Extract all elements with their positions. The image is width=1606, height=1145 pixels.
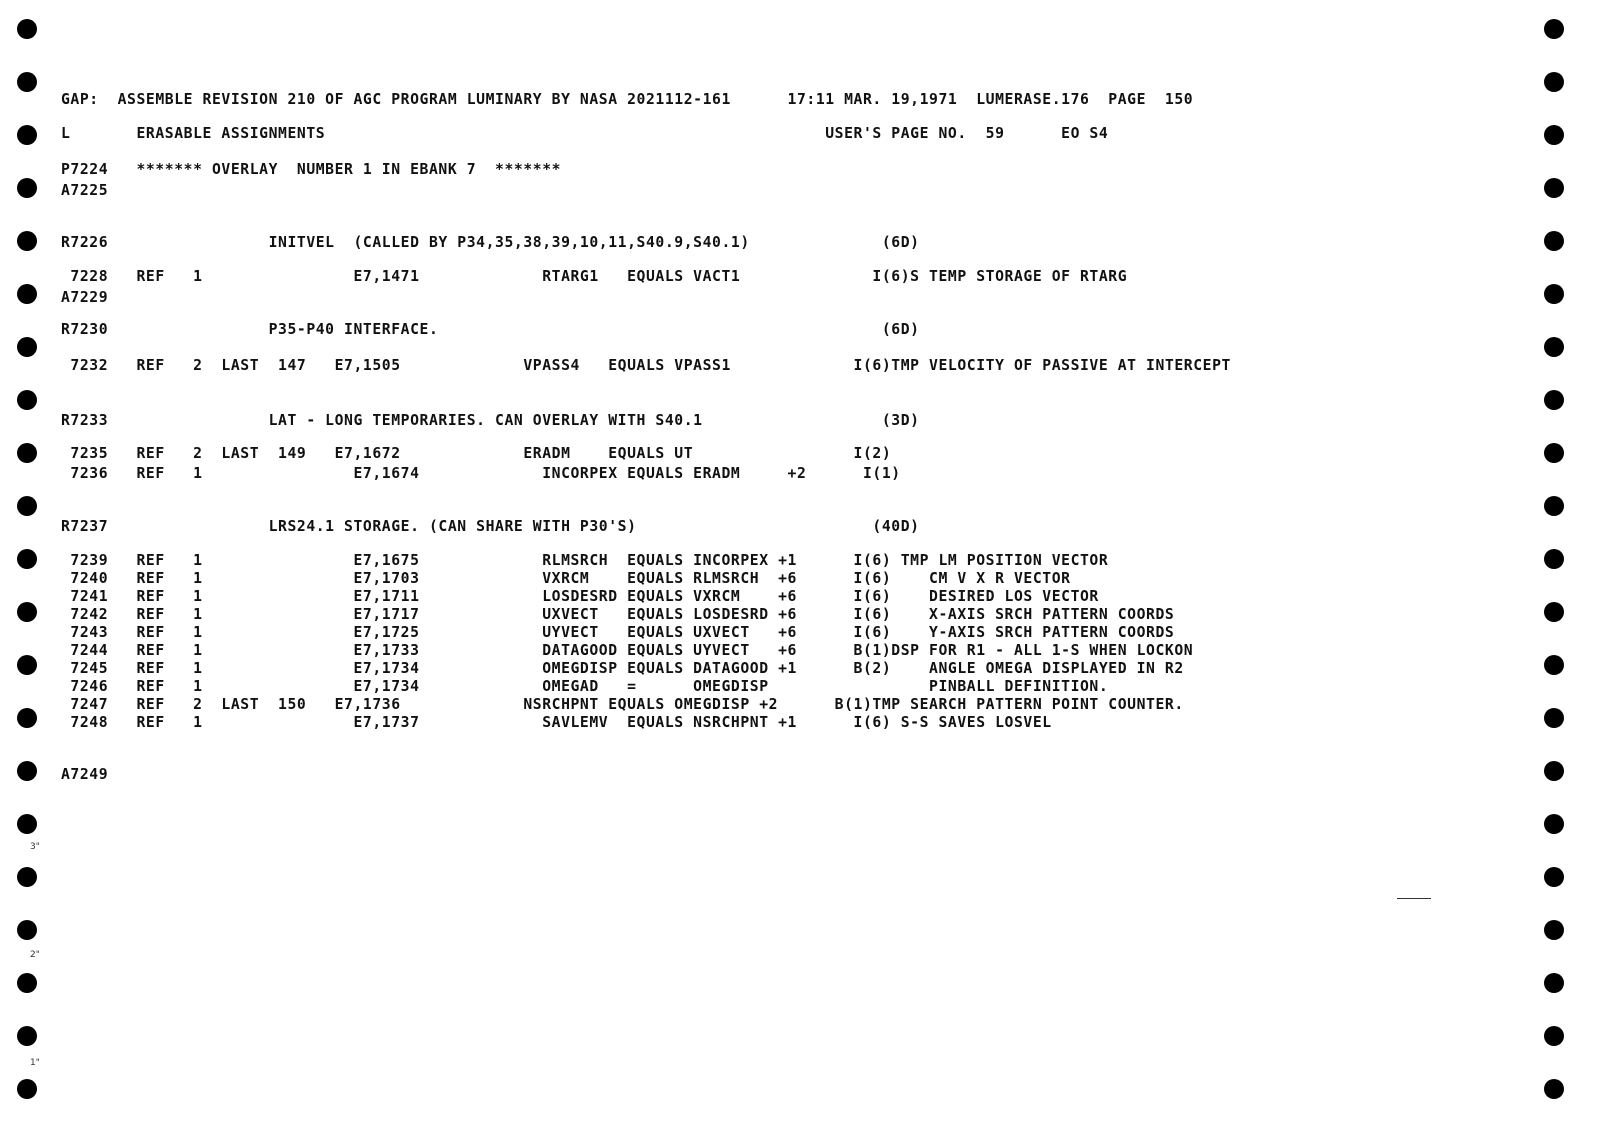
listing-line: 7236 REF 1 E7,1674 INCORPEX EQUALS ERADM +2 I(1) xyxy=(61,464,901,482)
feed-hole xyxy=(17,973,37,993)
listing-line: 7235 REF 2 LAST 149 E7,1672 ERADM EQUALS UT I(2) xyxy=(61,444,892,462)
listing-line: 7240 REF 1 E7,1703 VXRCM EQUALS RLMSRCH +6 I(6) CM V X R VECTOR xyxy=(61,569,1071,587)
listing-line: 7228 REF 1 E7,1471 RTARG1 EQUALS VACT1 I(6)S TEMP STORAGE OF RTARG xyxy=(61,267,1128,285)
feed-hole xyxy=(1544,231,1564,251)
feed-hole xyxy=(1544,973,1564,993)
stray-mark xyxy=(1397,898,1431,899)
feed-hole xyxy=(17,337,37,357)
listing-line: A7225 xyxy=(61,181,109,199)
ruler-mark-1: 1" xyxy=(30,1058,40,1068)
feed-hole xyxy=(17,125,37,145)
feed-hole xyxy=(17,178,37,198)
listing-line: 7247 REF 2 LAST 150 E7,1736 NSRCHPNT EQUALS OMEGDISP +2 B(1)TMP SEARCH PATTERN POINT COUNTER. xyxy=(61,695,1184,713)
listing-line: 7243 REF 1 E7,1725 UYVECT EQUALS UXVECT +6 I(6) Y-AXIS SRCH PATTERN COORDS xyxy=(61,623,1175,641)
ruler-mark-3: 3" xyxy=(30,842,40,852)
listing-line: P7224 ******* OVERLAY NUMBER 1 IN EBANK 7 ******* xyxy=(61,160,562,178)
feed-hole xyxy=(1544,125,1564,145)
listing-line: A7229 xyxy=(61,288,109,306)
feed-hole xyxy=(17,1026,37,1046)
listing-line: A7249 xyxy=(61,765,109,783)
feed-hole xyxy=(1544,72,1564,92)
ruler-mark-2: 2" xyxy=(30,950,40,960)
feed-hole xyxy=(17,1079,37,1099)
feed-hole xyxy=(1544,920,1564,940)
feed-hole xyxy=(1544,1079,1564,1099)
feed-hole xyxy=(17,761,37,781)
listing-line: R7237 LRS24.1 STORAGE. (CAN SHARE WITH P30'S) (40D) xyxy=(61,517,920,535)
listing-line: 7241 REF 1 E7,1711 LOSDESRD EQUALS VXRCM +6 I(6) DESIRED LOS VECTOR xyxy=(61,587,1099,605)
listing-line: 7248 REF 1 E7,1737 SAVLEMV EQUALS NSRCHPNT +1 I(6) S-S SAVES LOSVEL xyxy=(61,713,1052,731)
feed-hole xyxy=(17,390,37,410)
feed-hole xyxy=(1544,761,1564,781)
listing-line: 7242 REF 1 E7,1717 UXVECT EQUALS LOSDESRD +6 I(6) X-AXIS SRCH PATTERN COORDS xyxy=(61,605,1175,623)
listing-header: GAP: ASSEMBLE REVISION 210 OF AGC PROGRAM LUMINARY BY NASA 2021112-161 17:11 MAR. 19,1971 LUMERASE.176 PAGE 150 xyxy=(61,90,1194,108)
feed-hole xyxy=(1544,496,1564,516)
feed-hole xyxy=(1544,178,1564,198)
feed-hole xyxy=(1544,655,1564,675)
feed-hole xyxy=(17,814,37,834)
feed-hole xyxy=(1544,1026,1564,1046)
feed-hole xyxy=(17,284,37,304)
feed-hole xyxy=(1544,19,1564,39)
feed-hole xyxy=(1544,390,1564,410)
feed-hole xyxy=(17,443,37,463)
listing-line: R7233 LAT - LONG TEMPORARIES. CAN OVERLAY WITH S40.1 (3D) xyxy=(61,411,920,429)
listing-line: 7232 REF 2 LAST 147 E7,1505 VPASS4 EQUALS VPASS1 I(6)TMP VELOCITY OF PASSIVE AT INTERCEPT xyxy=(61,356,1231,374)
listing-line: R7230 P35-P40 INTERFACE. (6D) xyxy=(61,320,920,338)
feed-hole xyxy=(17,72,37,92)
feed-hole xyxy=(1544,602,1564,622)
listing-line: 7244 REF 1 E7,1733 DATAGOOD EQUALS UYVECT +6 B(1)DSP FOR R1 - ALL 1-S WHEN LOCKON xyxy=(61,641,1194,659)
feed-hole xyxy=(17,231,37,251)
feed-hole xyxy=(1544,284,1564,304)
feed-hole xyxy=(1544,814,1564,834)
listing-line: 7246 REF 1 E7,1734 OMEGAD = OMEGDISP PINBALL DEFINITION. xyxy=(61,677,1109,695)
feed-hole xyxy=(1544,708,1564,728)
feed-hole xyxy=(1544,337,1564,357)
feed-hole xyxy=(17,549,37,569)
feed-hole xyxy=(17,655,37,675)
listing-subheader: L ERASABLE ASSIGNMENTS USER'S PAGE NO. 59 EO S4 xyxy=(61,124,1109,142)
listing-line: 7239 REF 1 E7,1675 RLMSRCH EQUALS INCORPEX +1 I(6) TMP LM POSITION VECTOR xyxy=(61,551,1109,569)
feed-hole xyxy=(17,602,37,622)
feed-hole xyxy=(1544,549,1564,569)
feed-hole xyxy=(17,496,37,516)
feed-hole xyxy=(1544,443,1564,463)
feed-hole xyxy=(17,867,37,887)
feed-hole xyxy=(17,19,37,39)
feed-hole xyxy=(17,920,37,940)
listing-line: 7245 REF 1 E7,1734 OMEGDISP EQUALS DATAGOOD +1 B(2) ANGLE OMEGA DISPLAYED IN R2 xyxy=(61,659,1184,677)
feed-hole xyxy=(17,708,37,728)
listing-line: R7226 INITVEL (CALLED BY P34,35,38,39,10,11,S40.9,S40.1) (6D) xyxy=(61,233,920,251)
feed-hole xyxy=(1544,867,1564,887)
